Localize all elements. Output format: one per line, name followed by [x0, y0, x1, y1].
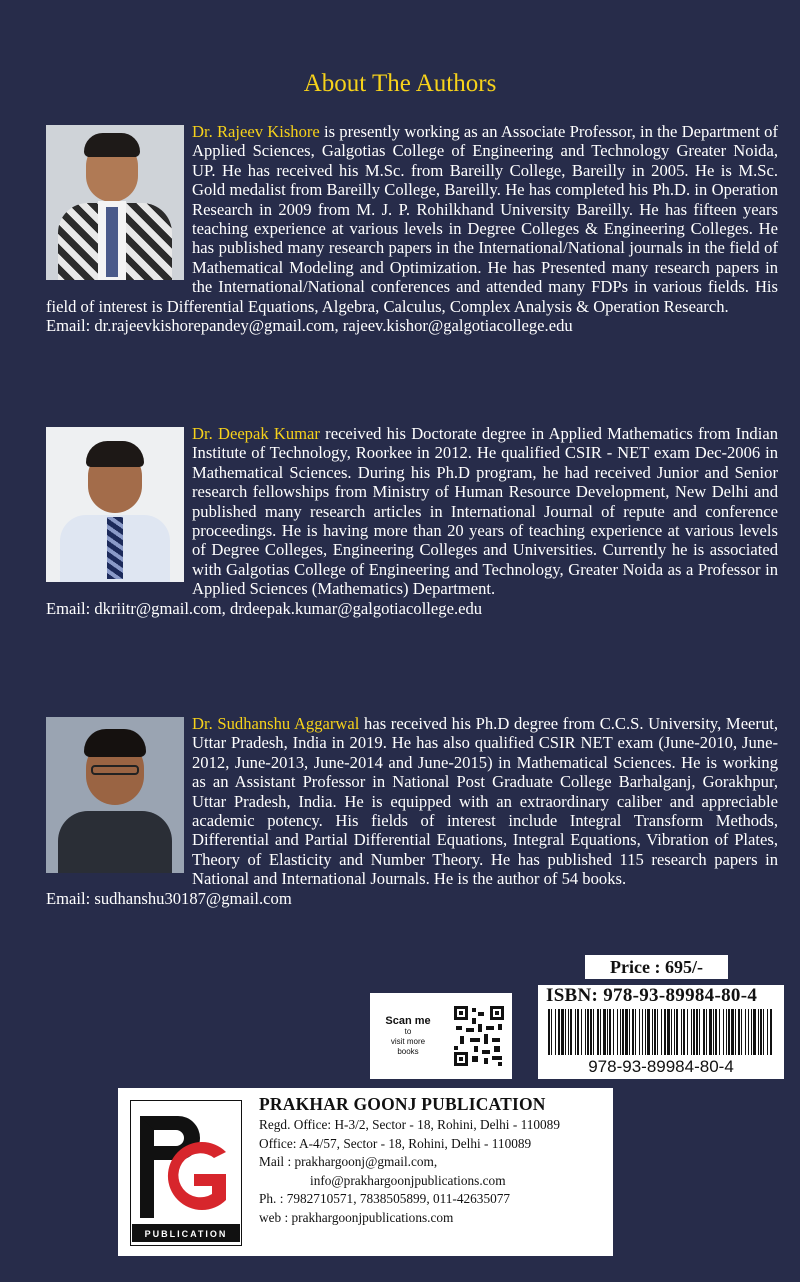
author-email-1: Email: dr.rajeevkishorepandey@gmail.com, rajeev.kishor@galgotiacollege.edu [46, 316, 573, 336]
publisher-phone: Ph. : 7982710571, 7838505899, 011-42635077 [259, 1191, 511, 1207]
publisher-logo-icon [130, 1100, 242, 1246]
qr-scan-me: Scan me [385, 1015, 431, 1027]
publisher-web: web : prakhargoonjpublications.com [259, 1209, 454, 1225]
author-name-3: Dr. Sudhanshu Aggarwal [192, 714, 360, 733]
author-photo-3 [46, 717, 184, 873]
isbn-label: ISBN: 978-93-89984-80-4 [546, 985, 758, 1006]
author-name-2: Dr. Deepak Kumar [192, 424, 320, 443]
qr-panel [370, 993, 512, 1079]
publisher-regd-office: Regd. Office: H-3/2, Sector - 18, Rohini, Delhi - 110089 [259, 1117, 560, 1132]
section-title: About The Authors [303, 70, 497, 97]
qr-caption [380, 1015, 436, 1057]
author-photo-1 [46, 125, 184, 280]
qr-to: to [404, 1027, 412, 1036]
author-bio-2 [46, 424, 778, 618]
publisher-mail-2: info@prakhargoonjpublications.com [310, 1172, 506, 1188]
author-bio-1 [46, 122, 778, 335]
author-email-2: Email: dkriitr@gmail.com, drdeepak.kumar@galgotiacollege.edu [46, 598, 483, 618]
logo-publication-text: PUBLICATION [144, 1229, 228, 1239]
publisher-panel [118, 1088, 613, 1256]
publisher-info [259, 1092, 560, 1228]
author-text-2: received his Doctorate degree in Applied Mathematics from Indian Institute of Technology, Roorkee in 2012. He qualified CSIR - NET exam Dec-2006 in Mathematical Sciences. During his Ph.D program, he had received Junior and Senior research fellowships from Ministry of Human Resource Development, New Delhi and published many research articles in International Journal of repute and conference proceedings. He is having more than 20 years of teaching experience at various levels of Degree Colleges, Engineering Colleges and Universities. Currently he is associated with Galgotias College of Engineering and Technology, Greater Noida as a Professor in Applied Sciences (Mathematics) Department. [192, 424, 778, 599]
price-label: Price : 695/- [585, 955, 728, 979]
qr-visit: visit more books [390, 1037, 426, 1056]
publisher-name: PRAKHAR GOONJ PUBLICATION [259, 1094, 546, 1114]
author-email-3: Email: sudhanshu30187@gmail.com [46, 888, 292, 908]
author-text-3: has received his Ph.D degree from C.C.S. University, Meerut, Uttar Pradesh, India in 2019. He has also qualified CSIR NET exam (June-2010, June-2012, June-2013, June-2014 and June-2015) in Mathematical Sciences. He is working as an Assistant Professor in National Post Graduate College Barhalganj, Gorakhpur, Uttar Pradesh, India. He is equipped with an extraordinary caliber and appreciable academic potency. His fields of interest include Integral Transform Methods, Differential and Partial Differential Equations, Integral Equations, Vibration of Plates, Theory of Elasticity and Number Theory. He has published 115 research papers in National and International Journals. He is the author of 54 books. [192, 714, 779, 889]
barcode-icon [546, 1009, 776, 1057]
author-text-1: is presently working as an Associate Professor, in the Department of Applied Sciences, Galgotias College of Engineering and Technology Greater Noida, UP. He has received his M.Sc. from Bareilly College, Bareilly in 2005. He is M.Sc. Gold medalist from Bareilly College, Bareilly. He has completed his Ph.D. in Operation Research in 2009 from M. J. P. Rohilkhand University Bareilly. He has fifteen years teaching experience at various levels in Degree Colleges & Engineering Colleges. He has published many research papers in the International/National journals in the field of Mathematical Modeling and Optimization. He has Presented many research papers in the International/National conferences and attended many FDPs in various fields. His field of interest is Differential Equations, Algebra, Calculus, Complex Analysis & Operation Research. [46, 122, 778, 316]
qr-code-icon[interactable] [454, 1006, 504, 1066]
author-photo-2 [46, 427, 184, 582]
author-bio-3 [46, 714, 778, 908]
isbn-barcode-panel [538, 985, 784, 1079]
isbn-number: 978-93-89984-80-4 [588, 1057, 734, 1076]
author-name-1: Dr. Rajeev Kishore [192, 122, 320, 141]
publisher-mail: Mail : prakhargoonj@gmail.com, [259, 1154, 438, 1170]
publisher-office: Office: A-4/57, Sector - 18, Rohini, Delhi - 110089 [259, 1135, 532, 1151]
